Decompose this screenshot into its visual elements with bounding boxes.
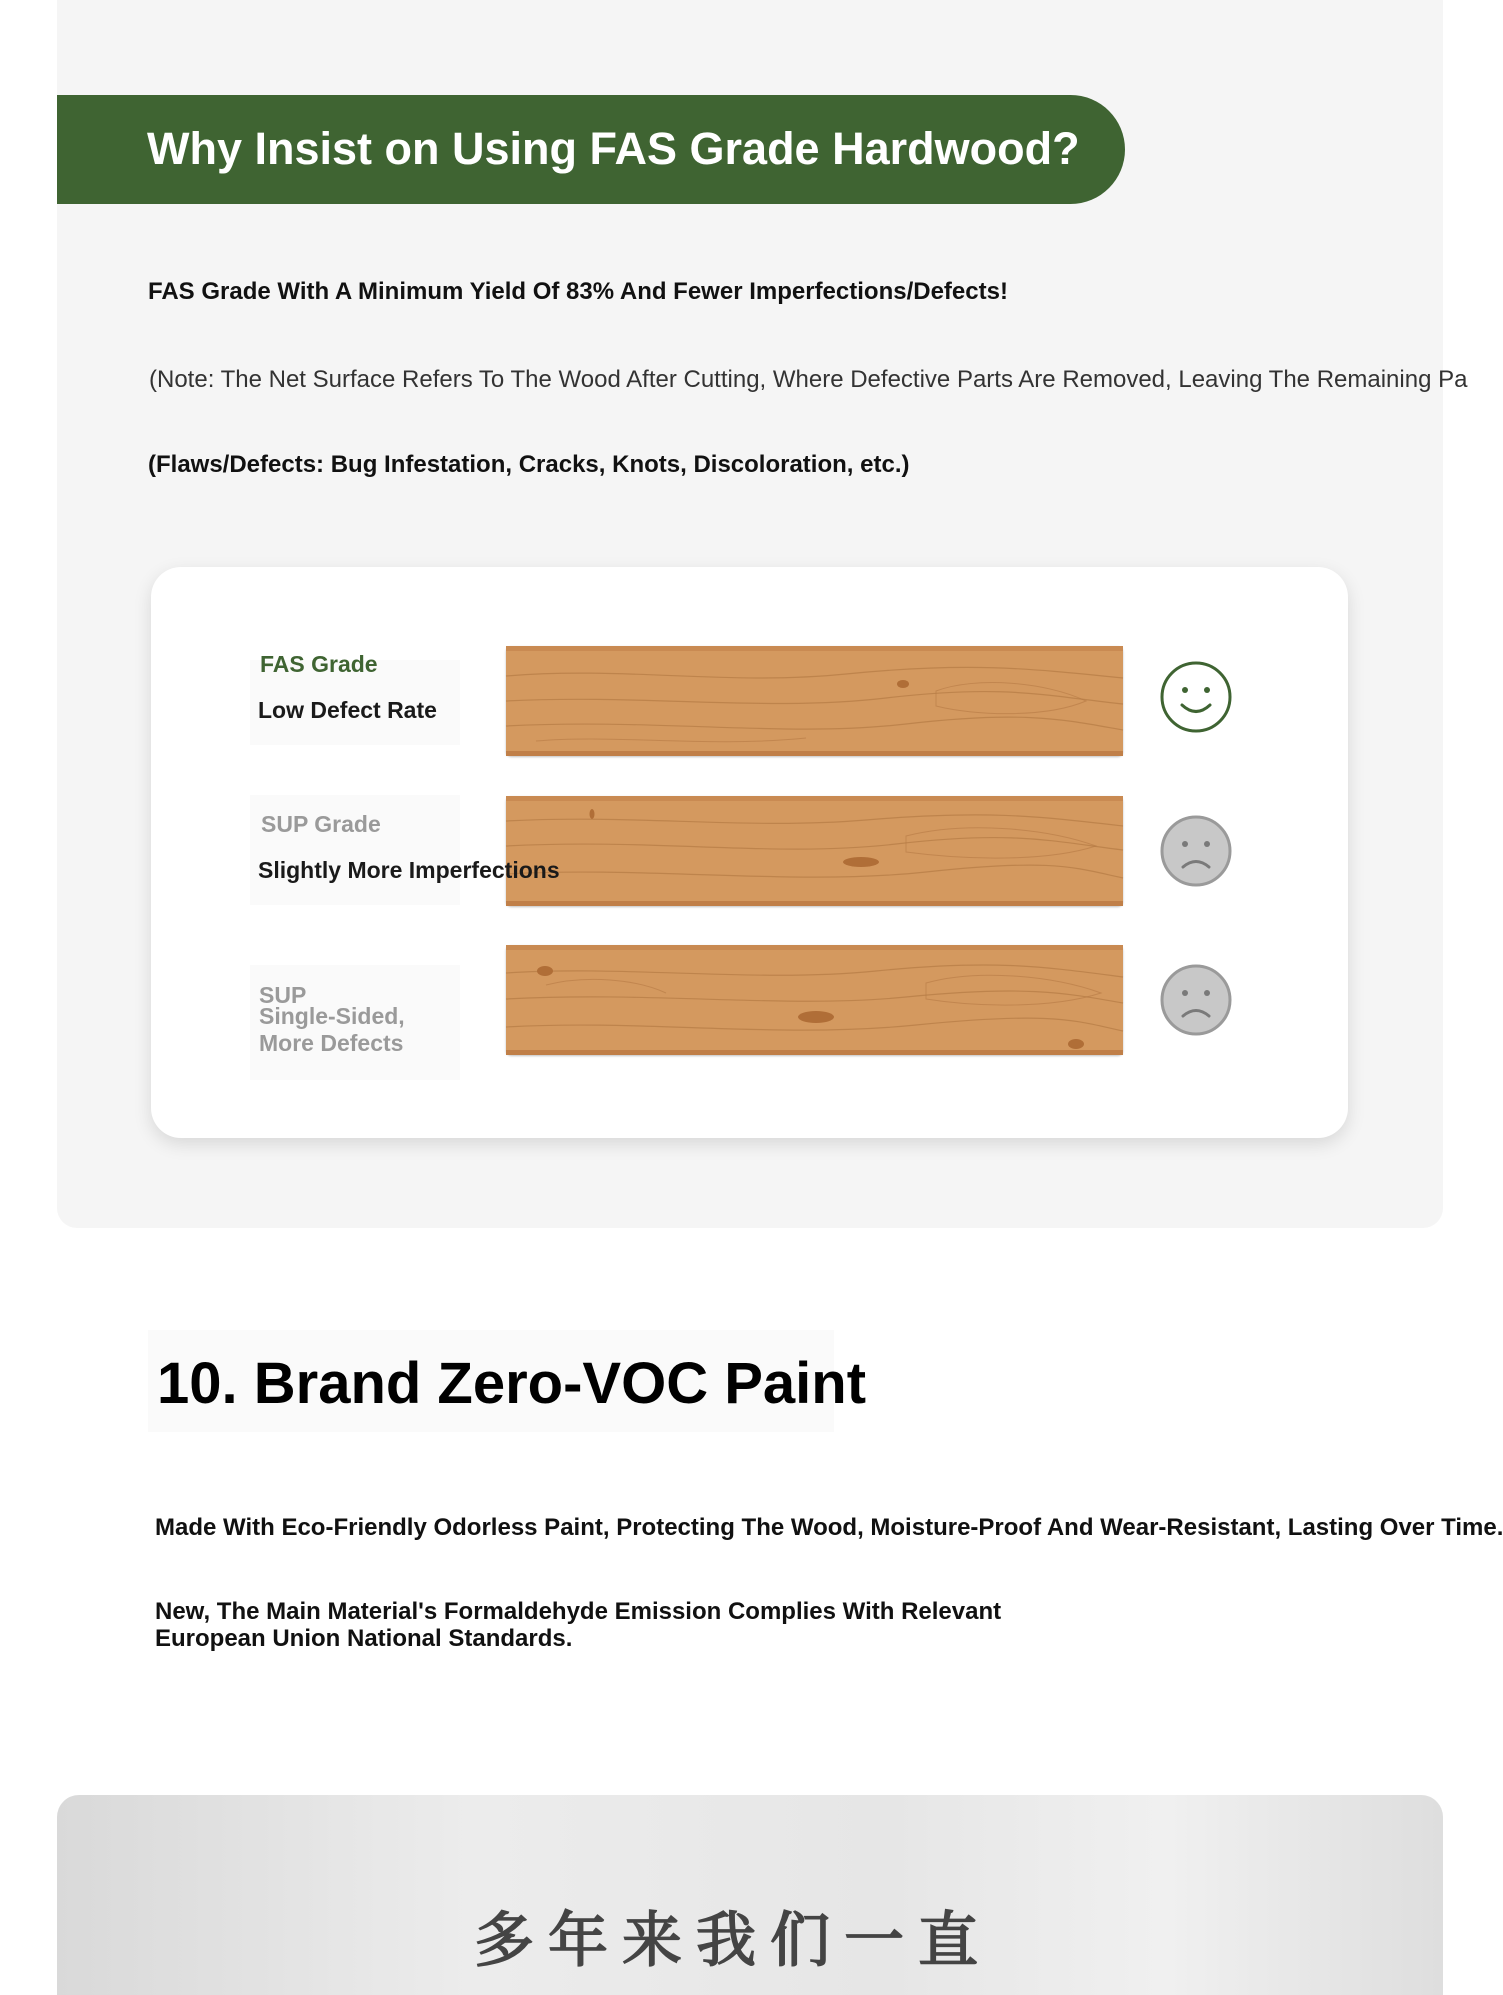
frown-icon bbox=[1159, 963, 1233, 1037]
flaws-list: (Flaws/Defects: Bug Infestation, Cracks, Knots, Discoloration, etc.) bbox=[148, 451, 910, 478]
net-surface-note: (Note: The Net Surface Refers To The Wood After Cutting, Where Defective Parts Are Removed, Leaving The Remaining Pa bbox=[149, 366, 1468, 393]
paint-description: Made With Eco-Friendly Odorless Paint, Protecting The Wood, Moisture-Proof And Wear-Resistant, Lasting Over Time. bbox=[155, 1514, 1503, 1541]
frown-icon bbox=[1159, 814, 1233, 888]
banner-title: Why Insist on Using FAS Grade Hardwood? bbox=[147, 123, 1080, 174]
grade-desc-sup: Slightly More Imperfections bbox=[258, 857, 560, 883]
formaldehyde-statement: New, The Main Material's Formaldehyde Emission Complies With Relevant European Union National Standards. bbox=[155, 1598, 1002, 1652]
fas-headline: FAS Grade With A Minimum Yield Of 83% And Fewer Imperfections/Defects! bbox=[148, 278, 1008, 305]
grade-desc-sup-single: Single-Sided, More Defects bbox=[259, 1003, 405, 1056]
wood-plank-sup bbox=[506, 796, 1123, 906]
smile-icon bbox=[1159, 660, 1233, 734]
wood-plank-fas bbox=[506, 646, 1123, 756]
grade-name-fas: FAS Grade bbox=[260, 651, 378, 677]
grade-desc-fas: Low Defect Rate bbox=[258, 697, 437, 723]
paint-heading: 10. Brand Zero-VOC Paint bbox=[157, 1351, 867, 1416]
grade-name-sup: SUP Grade bbox=[261, 811, 381, 837]
next-section-title: 多年来我们一直 bbox=[474, 1907, 992, 1974]
wood-plank-sup-single bbox=[506, 945, 1123, 1055]
grade-name-sup-single: SUP bbox=[259, 982, 307, 1008]
